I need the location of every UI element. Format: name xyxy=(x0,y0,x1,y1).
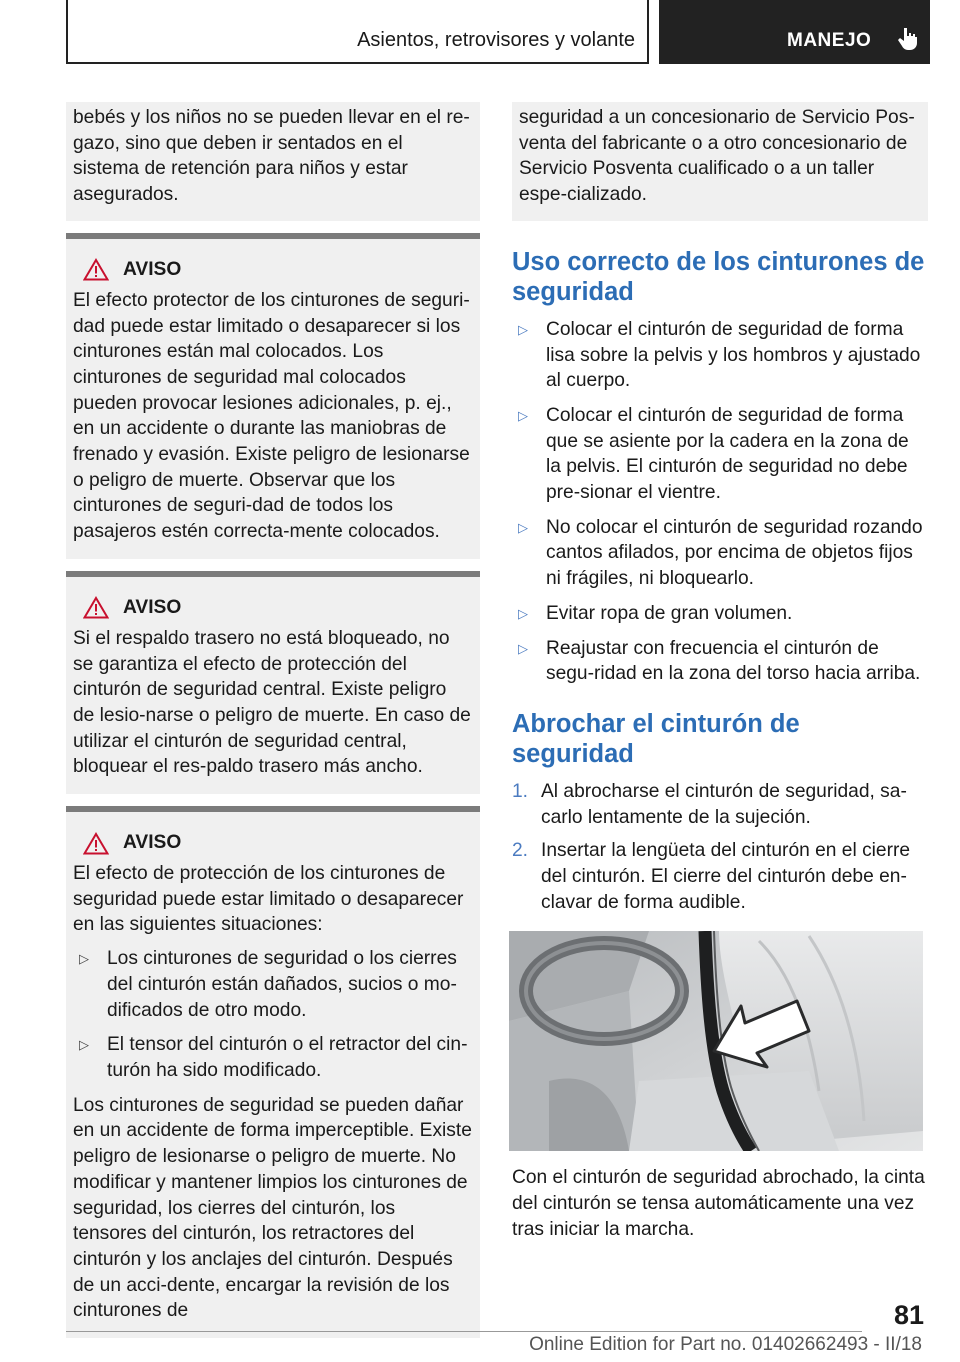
footer-edition: Online Edition for Part no. 01402662493 - II/18 xyxy=(529,1334,922,1355)
page-number: 81 xyxy=(893,1300,924,1330)
warning-text-3b: Los cinturones de seguridad se pueden dañar en un accidente de forma imperceptible. Existe peligro de lesionarse o peligro de muerte. No modificar y mantener limpios los cinturones de seguridad, los cierres del cinturón, los tensores del cinturón, los retractores del cinturón y los anclajes del cinturón. Después de un acci-dente, encargar la revisión de los cinturones de xyxy=(73,1094,472,1322)
warning-text-2: Si el respaldo trasero no está bloqueado, no se garantiza el efecto de protección del cinturón de seguridad central. Existe peligro de lesio-narse o peligro de muerte. En caso de utilizar el cinturón de seguridad central, bloquear el res-paldo trasero más ancho. xyxy=(73,627,471,778)
warning-triangle-icon xyxy=(83,832,109,855)
correct-use-list xyxy=(512,317,928,687)
warning-box-3 xyxy=(66,806,480,1338)
list-item: ▷ No colocar el cinturón de seguridad rozando cantos afilados, por encima de objetos fijos ni frágiles, ni bloquearlo. xyxy=(512,515,928,592)
section-title-fasten: Abrochar el cinturón de seguridad xyxy=(512,709,800,768)
step-text: Insertar la lengüeta del cinturón en el cierre del cinturón. El cierre del cinturón debe en-clavar de forma audible. xyxy=(541,840,911,913)
step-number: 2. xyxy=(512,840,529,862)
list-item: ▷ Colocar el cinturón de seguridad de forma que se asiente por la cadera en la zona de la pelvis. El cinturón de seguridad no debe pre-sionar el vientre. xyxy=(512,403,928,506)
warning-triangle-icon xyxy=(83,258,109,281)
warning-label-1: AVISO xyxy=(123,258,182,280)
continuation-box xyxy=(512,102,928,221)
list-item: ▷ Los cinturones de seguridad o los cierres del cinturón están dañados, sucios o mo-dificados de otro modo. xyxy=(73,946,472,1023)
left-column xyxy=(66,102,480,1338)
warning-box-1 xyxy=(66,233,480,559)
header-chapter-tab[interactable] xyxy=(659,0,930,64)
list-item: ▷ Reajustar con frecuencia el cinturón de segu-ridad en la zona del torso hacia arriba. xyxy=(512,636,928,687)
hand-steering-icon xyxy=(895,25,921,51)
step-item xyxy=(512,838,928,915)
warning-text-1: El efecto protector de los cinturones de seguri-dad puede estar limitado o desaparecer si los cinturones están mal colocados. Los cinturones de seguridad mal colocados pueden provocar lesiones adicionales, p. ej., en un accidente o durante las maniobras de frenado y evasión. Existe peligro de lesionarse o peligro de muerte. Observar que los cinturones de seguri-dad de todos los pasajeros estén correcta-mente colocados. xyxy=(73,289,470,543)
header-section-box xyxy=(66,0,649,64)
warning-3-list xyxy=(73,946,472,1084)
header-section-title: Asientos, retrovisores y volante xyxy=(357,29,635,51)
warning-text-3: El efecto de protección de los cinturones de seguridad puede estar limitado o desaparecer en las siguientes situaciones: xyxy=(73,863,464,936)
section-title-correct-use: Uso correcto de los cinturones de seguridad xyxy=(512,247,925,306)
intro-text: bebés y los niños no se pueden llevar en el re-gazo, sino que deben ir sentados en el sistema de retención para niños y estar asegurados. xyxy=(73,107,470,206)
seatbelt-illustration-drawing xyxy=(509,931,923,1151)
warning-triangle-icon xyxy=(83,596,109,619)
header-chapter-label: MANEJO xyxy=(787,30,872,51)
figure-caption: Con el cinturón de seguridad abrochado, la cinta del cinturón se tensa automáticamente una vez tras iniciar la marcha. xyxy=(512,1167,925,1240)
footer-divider xyxy=(66,1331,862,1332)
warning-box-2 xyxy=(66,571,480,794)
step-number: 1. xyxy=(512,780,529,802)
warning-label-2: AVISO xyxy=(123,596,182,618)
warning-label-3: AVISO xyxy=(123,832,182,854)
seatbelt-illustration xyxy=(509,931,923,1151)
fasten-steps xyxy=(512,779,928,916)
list-item: ▷ El tensor del cinturón o el retractor del cin-turón ha sido modificado. xyxy=(73,1032,472,1083)
right-column xyxy=(512,102,928,1243)
list-item: ▷ Evitar ropa de gran volumen. xyxy=(512,601,928,627)
list-item: ▷ Colocar el cinturón de seguridad de forma lisa sobre la pelvis y los hombros y ajustado al cuerpo. xyxy=(512,317,928,394)
intro-box xyxy=(66,102,480,221)
step-text: Al abrocharse el cinturón de seguridad, sa-carlo lentamente de la sujeción. xyxy=(541,780,907,828)
step-item xyxy=(512,779,928,830)
continuation-text: seguridad a un concesionario de Servicio Pos-venta del fabricante o a otro concesionario de Servicio Posventa cualificado o a un taller espe-cializado. xyxy=(519,107,915,206)
